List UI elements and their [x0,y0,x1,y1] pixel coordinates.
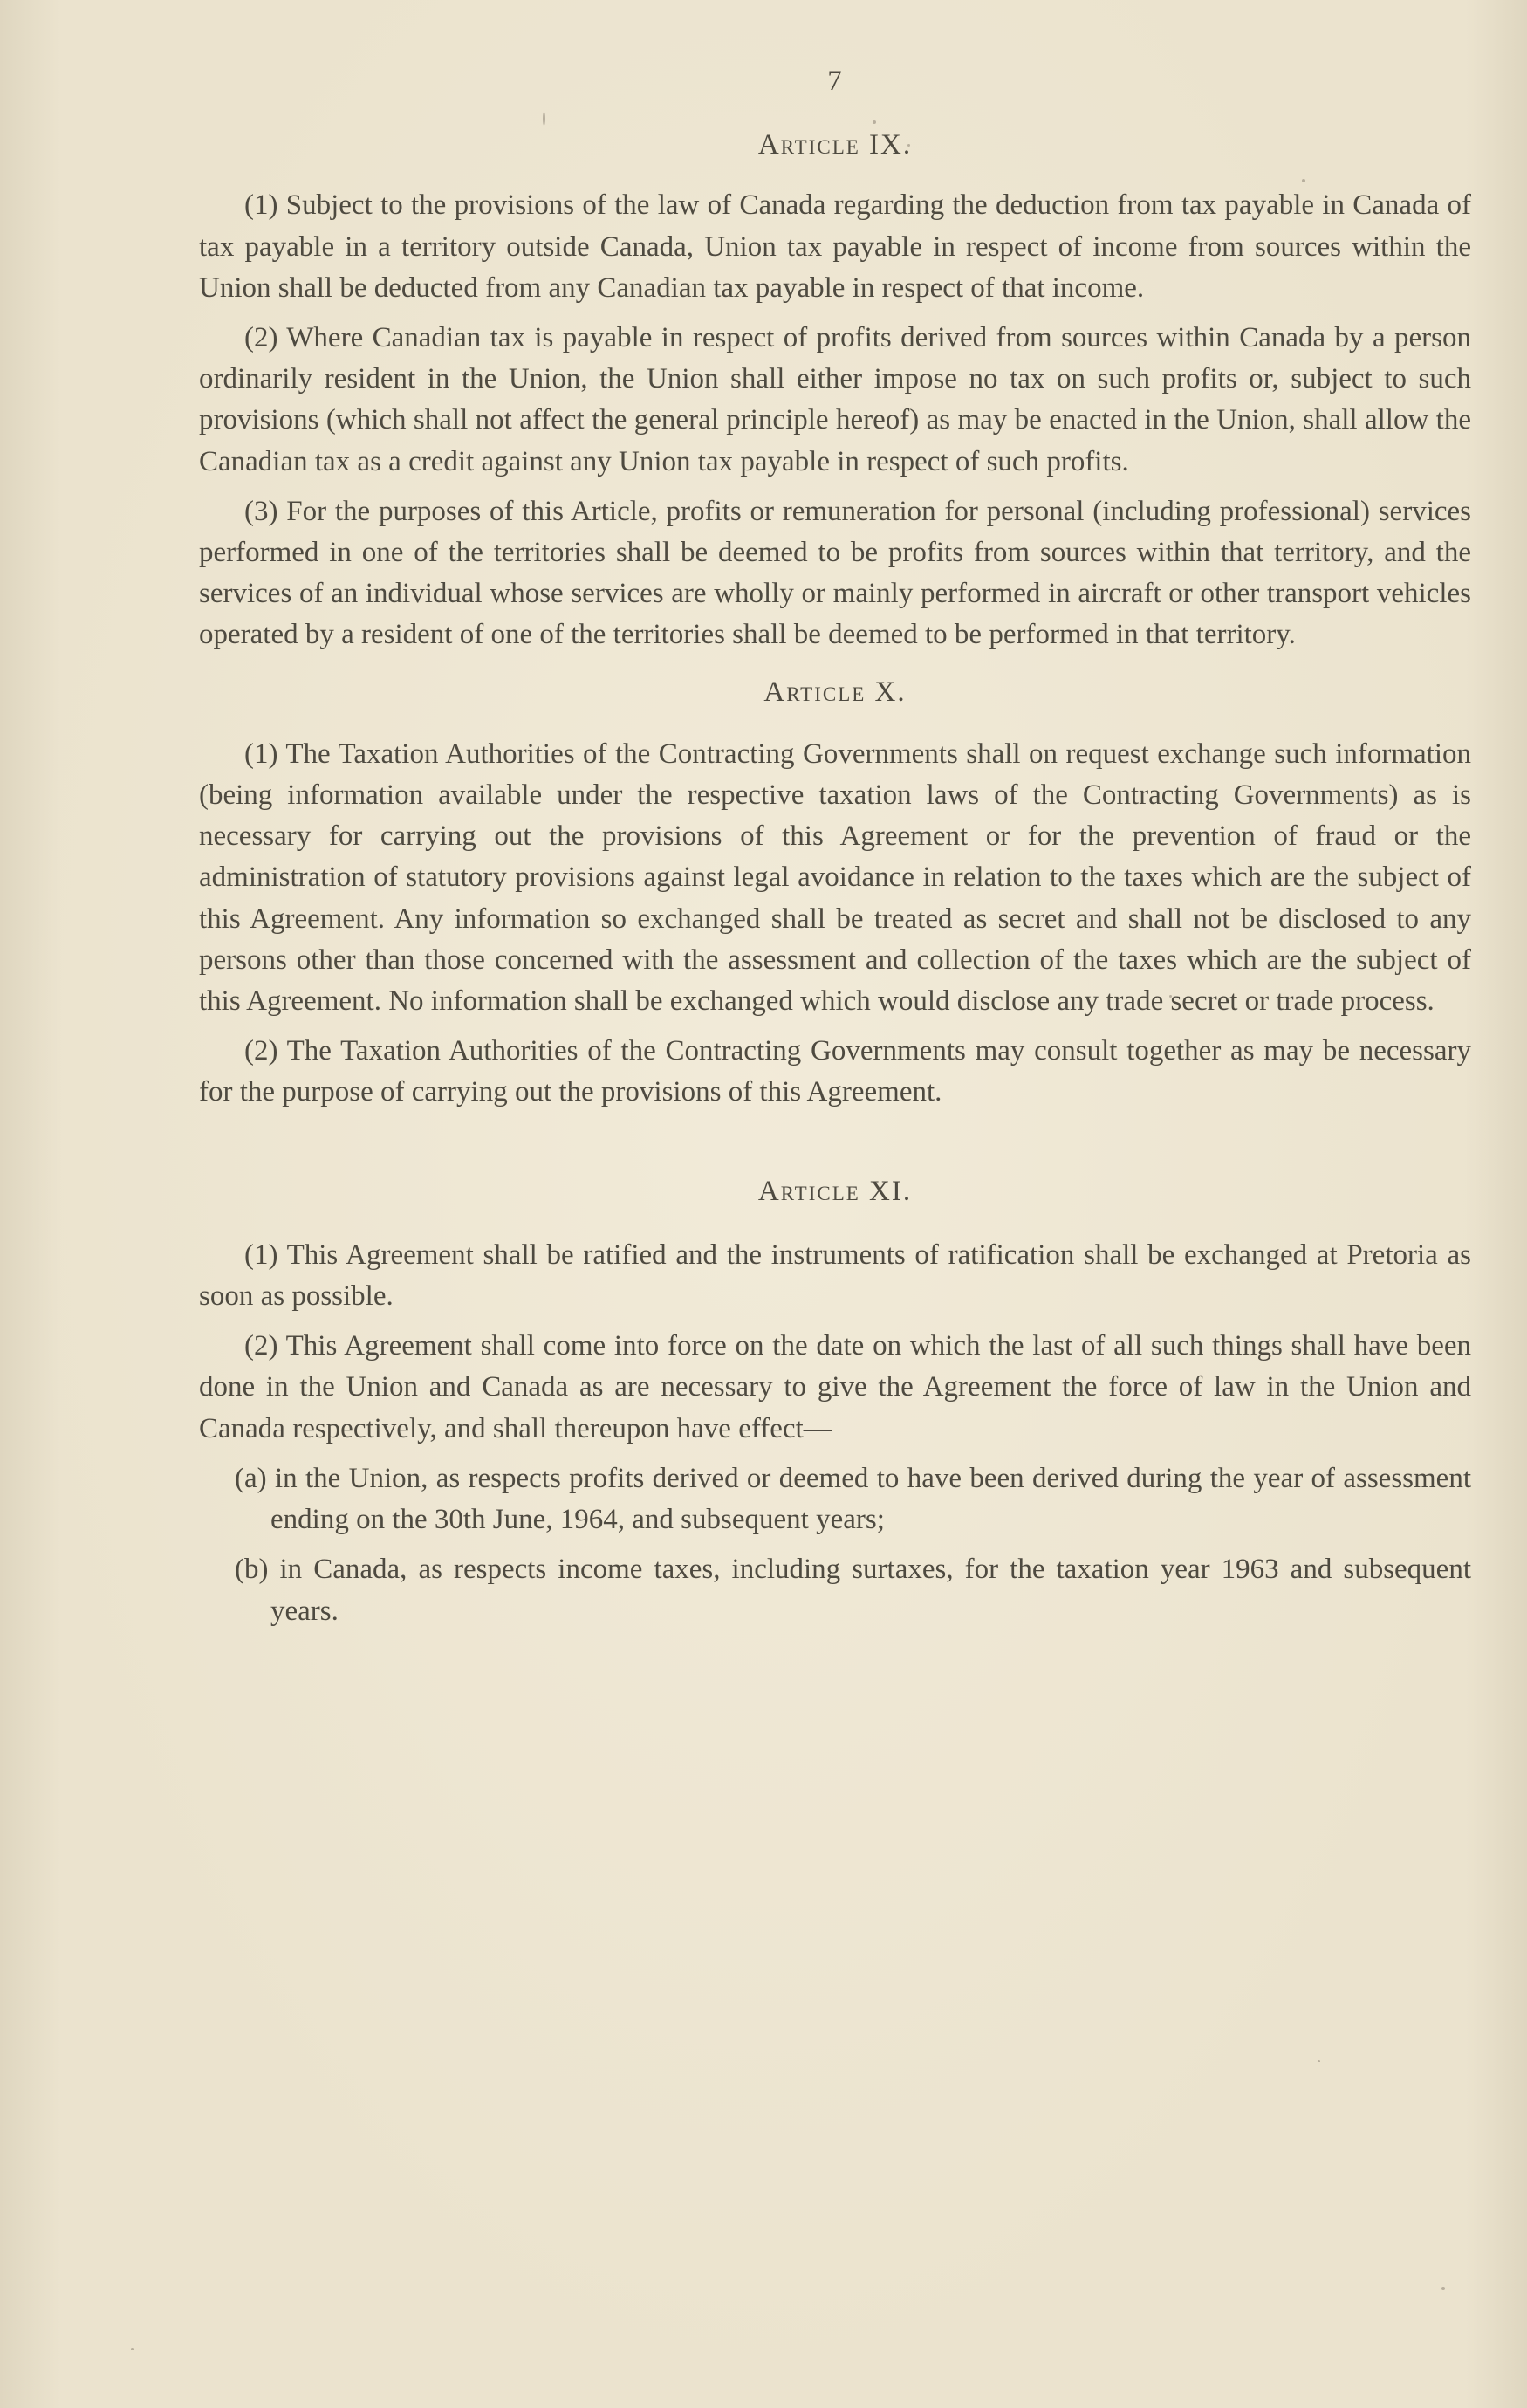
paragraph: (2) Where Canadian tax is payable in respect of profits derived from sources within Canada by a person ordinarily resident in the Union, the Union shall either impose no tax on such profits or, subject to such provisions (which shall not affect the general principle hereof) as may be enacted in the Union, shall allow the Canadian tax as a credit against any Union tax payable in respect of such profits. [199,322,1471,477]
article-heading: Article X. [764,676,907,708]
paragraph: (1) This Agreement shall be ratified and the instruments of ratification shall be exchanged at Pretoria as soon as possible. [199,1238,1471,1313]
paper-speck [1318,2060,1320,2062]
article-10 [199,672,1471,1114]
article-9 [199,125,1471,655]
page-number: 7 [827,65,843,97]
list-item: (a) in the Union, as respects profits derived or deemed to have been derived during the year of assessment ending on the 30th June, 1964, and subsequent years; [235,1462,1471,1536]
paper-speck [1441,2287,1445,2290]
paragraph: (2) This Agreement shall come into force on the date on which the last of all such things shall have been done in the Union and Canada as are necessary to give the Agreement the force of law in the Union and Canada respectively, and shall thereupon have effect— [199,1330,1471,1444]
document-text [199,61,1471,1641]
paragraph: (1) The Taxation Authorities of the Contracting Governments shall on request exchange such information (being information available under the respective taxation laws of the Contracting Governments) as is necessary for carrying out the provisions of this Agreement or for the prevention of fraud or the administration of statutory provisions against legal avoidance in relation to the taxes which are the subject of this Agreement. Any information so exchanged shall be treated as secret and shall not be disclosed to any persons other than those concerned with the assessment and collection of the taxes which are the subject of this Agreement. No information shall be exchanged which would disclose any trade secret or trade process. [199,737,1471,1018]
article-heading: Article IX. [757,129,913,161]
list-item: (b) in Canada, as respects income taxes, including surtaxes, for the taxation year 1963 and subsequent years. [235,1554,1471,1627]
paragraph: (2) The Taxation Authorities of the Contracting Governments may consult together as may be necessary for the purpose of carrying out the provisions of this Agreement. [199,1035,1471,1108]
paper-speck [131,2348,134,2350]
paragraph: (1) Subject to the provisions of the law of Canada regarding the deduction from tax payable in Canada of tax payable in a territory outside Canada, Union tax payable in respect of income from sources within the Union shall be deducted from any Canadian tax payable in respect of that income. [199,189,1471,304]
article-11 [199,1171,1471,1632]
paragraph: (3) For the purposes of this Article, profits or remuneration for personal (including professional) services performed in one of the territories shall be deemed to be profits from sources within that territory, and the services of an individual whose services are wholly or mainly performed in aircraft or other transport vehicles operated by a resident of one of the territories shall be deemed to be performed in that territory. [199,495,1471,651]
article-heading: Article XI. [757,1175,913,1207]
